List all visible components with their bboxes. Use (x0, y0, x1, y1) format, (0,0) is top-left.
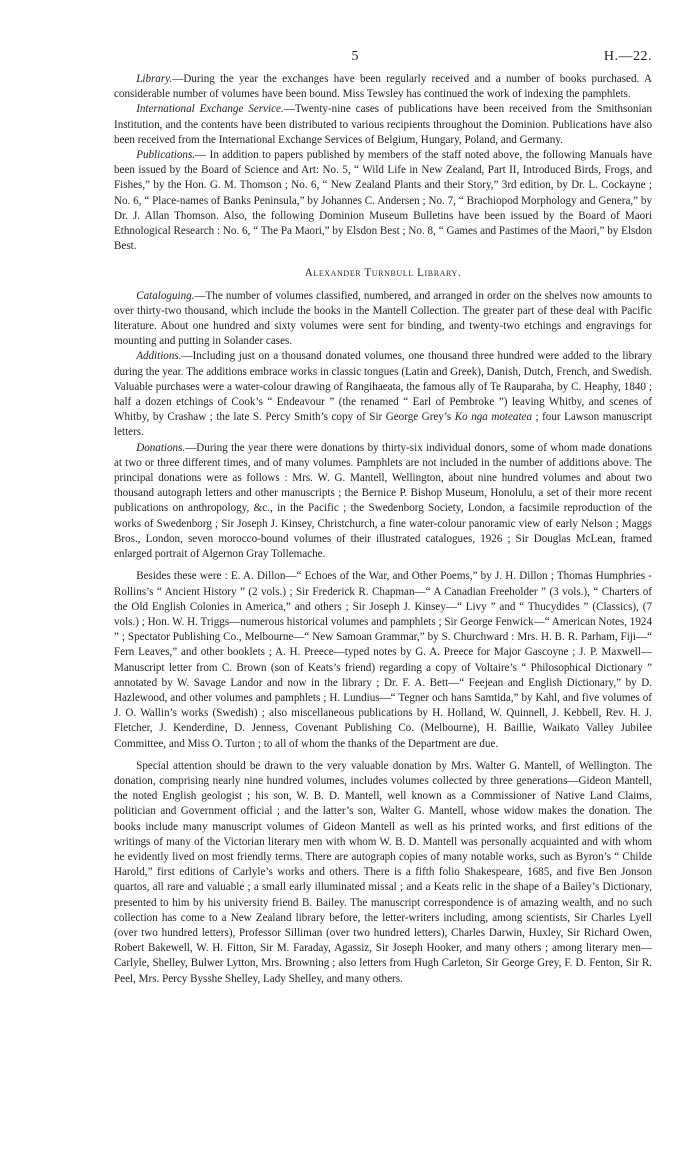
paragraph-lead: Donations. (136, 441, 186, 454)
paragraph-lead: Additions. (136, 350, 182, 363)
paragraph-library (114, 72, 652, 102)
paragraph-besides: Besides these were : E. A. Dillon—“ Echoes of the War, and Other Poems,” by J. H. Dillon ; Thomas Humphries - Rollins’s “ Ancient History ” (2 vols.) ; Sir Frederick R. Chapman—“ A Canadian Freeholder ” (3 vols.), “ Charters of the Old English Colonies in America,” and others ; Sir Joseph J. Kinsey—“ Livy ” and “ Thucydides ” (Classics), (7 vols.) ; Hon. W. H. Triggs—numerous historical volumes and pamphlets ; Sir George Fenwick—“ American Notes, 1924 ” ; Spectator Publishing Co., Melbourne—“ New Samoan Grammar,” by S. Churchward : Mrs. H. B. R. Parham, Fiji—“ Fern Leaves,” and other booklets ; A. H. Preece—typed notes by G. A. Preece for Major Gascoyne ; J. P. Maxwell—Manuscript letter from C. Brown (son of Keats’s friend) regarding a copy of Voltaire’s “ Philosophical Dictionary ” annotated by W. Savage Landor and now in the library ; Dr. F. A. Bett—“ Feejean and English Dictionary,” by D. Hazlewood, and other volumes and pamphlets ; H. Lundius—“ Tegner och hans Samtida,” by Kahl, and five volumes of J. O. Wallin’s works (Swedish) ; also miscellaneous publications by H. Holland, W. Quinnell, J. Kebbell, Rev. H. J. Fletcher, J. Kenderdine, D. Jenness, Covenant Publishing Co. (Melbourne), H. Baillie, Waikato Valley Jubilee Committee, and Miss O. Turton ; to all of whom the thanks of the Department are due. (114, 570, 652, 750)
page-body (114, 72, 652, 987)
paragraph-cataloguing (114, 289, 652, 350)
paragraph-exchange-service (114, 102, 652, 148)
paragraph-special-attention: Special attention should be drawn to the very valuable donation by Mrs. Walter G. Mantell, of Wellington. The donation, comprising nearly nine hundred volumes, includes volumes collected by three generations—Gideon Mantell, the noted English geologist ; his son, W. B. D. Mantell, well known as a Commissioner of Native Land Claims, politician and Government official ; and the latter’s son, Walter G. Mantell, whose widow makes the donation. The books include many manuscript volumes of Gideon Mantell as well as his printed works, and first editions of the writings of many of the Victorian literary men with whom W. B. D. Mantell was personally acquainted and with whom he evidently lived on most friendly terms. There are autograph copies of many notable works, such as Byron’s “ Childe Harold,” first editions of Carlyle’s works and others. There is a fifth folio Shakespeare, 1685, and five Ben Jonson quartos, all rare and valuable ; a small early illuminated missal ; and a Keats relic in the shape of a Bailey’s Dictionary, presented to him by his university friend B. Bailey. The manuscript correspondence is of amazing wealth, and no such collection has come to a New Zealand library before, the letter-writers including, among scientists, Sir Charles Lyell (over two hundred letters), Professor Silliman (over two hundred letters), Charles Darwin, Huxley, Sir Richard Owen, Robert Bakewell, W. H. Fitton, Sir M. Faraday, Agassiz, Sir Joseph Hooker, and many others ; among literary men—Carlyle, Shelley, Bulwer Lytton, Mrs. Browning ; also letters from Hugh Carleton, Sir George Grey, F. D. Fenton, Sir R. Peel, Mrs. Percy Bysshe Shelley, Lady Shelley, and many others. (114, 759, 652, 985)
page-number: 5 (351, 49, 359, 64)
paragraph-text: —During the year the exchanges have been regularly received and a number of books purchased. A considerable number of volumes have been bound. Miss Tewsley has continued the work of indexing the pamphlets. (114, 73, 652, 101)
paragraph-gap (114, 752, 652, 759)
paragraph-lead: Cataloguing. (136, 289, 195, 302)
paragraph-text: — In addition to papers published by members of the staff noted above, the following Manuals have been issued by the Board of Science and Art: No. 5, “ Wild Life in New Zealand, Part II, Introduced Birds, Frogs, and Fishes,” by the Hon. G. M. Thomson ; No. 6, “ New Zealand Plants and their Story,” 3rd edition, by Dr. L. Cockayne ; No. 6, “ Place-names of Banks Peninsula,” by Johannes C. Andersen ; No. 7, “ Brachiopod Morphology and Genera,” by Dr. J. Allan Thomson. Also, the following Dominion Museum Bulletins have been issued by the Board of Maori Ethnological Research : No. 6, “ The Pa Maori,” by Elsdon Best ; No. 8, “ Games and Pastimes of the Maori,” by Elsdon Best. (114, 149, 652, 253)
paragraph-text: ; four Lawson manuscript letters. (114, 411, 652, 439)
paragraph-additions (114, 349, 652, 440)
document-reference: H.—22. (603, 49, 652, 64)
paragraph-gap (114, 562, 652, 569)
paragraph-lead: Library. (136, 73, 173, 85)
paragraph-text: —The number of volumes classified, numbered, and arranged in order on the shelves now amounts to over thirty-two thousand, which include the books in the Mantell Collection. The greater part of these deal with Pacific literature. About one hundred and sixty volumes were sent for binding, and twenty-two etchings and engravings for mounting and putting in Solander cases. (114, 289, 652, 348)
paragraph-text: —Twenty-nine cases of publications have been received from the Smithsonian Institution, and the contents have been distributed to various recipients throughout the Dominion. Publications have also been received from the International Exchange Services of Belgium, Hungary, Poland, and Germany. (114, 103, 652, 146)
paragraph-publications (114, 148, 652, 254)
paragraph-lead: International Exchange Service. (136, 103, 284, 116)
paragraph-text: —During the year there were donations by thirty-six individual donors, some of whom made donations at two or three different times, and of many volumes. Pamphlets are not included in the number of additions above. The principal donations were as follows : Mrs. W. G. Mantell, Wellington, about nine hundred volumes and about two thousand autograph letters and other manuscripts ; the Bernice P. Bishop Museum, Honolulu, a set of their more recent publications on anthropology, &c., in the Pacific ; the Swedenborg Society, London, a facsimile reproduction of the works of Swedenborg ; Sir Joseph J. Kinsey, Christchurch, a fine water-colour panoramic view of early Nelson ; Maggs Bros., London, seven morocco-bound volumes of their illustrated catalogues, 1926 ; Sir Douglas McLean, framed enlarged portrait of Algernon Gray Tollemache. (114, 441, 652, 561)
paragraph-donations (114, 441, 652, 563)
section-heading: Alexander Turnbull Library. (304, 267, 462, 280)
paragraph-text: —Including just on a thousand donated volumes, one thousand three hundred were added to the library during the year. The additions embrace works in classic tongues (Latin and Greek), Danish, Dutch, French, and Swedish. Valuable purchases were a water-colour drawing of Rangihaeata, the famous ally of Te Rauparaha, by C. Heaphy, 1840 ; half a dozen etchings of Cook’s “ Endeavour ” (the renamed “ Earl of Pembroke ”) leaving Whitby, and scenes of Whitby, by Crashaw ; the late S. Percy Smith’s copy of Sir George Grey’s (114, 350, 652, 424)
paragraph-lead: Publications. (136, 149, 196, 162)
book-title: Ko nga moteatea (454, 411, 533, 424)
